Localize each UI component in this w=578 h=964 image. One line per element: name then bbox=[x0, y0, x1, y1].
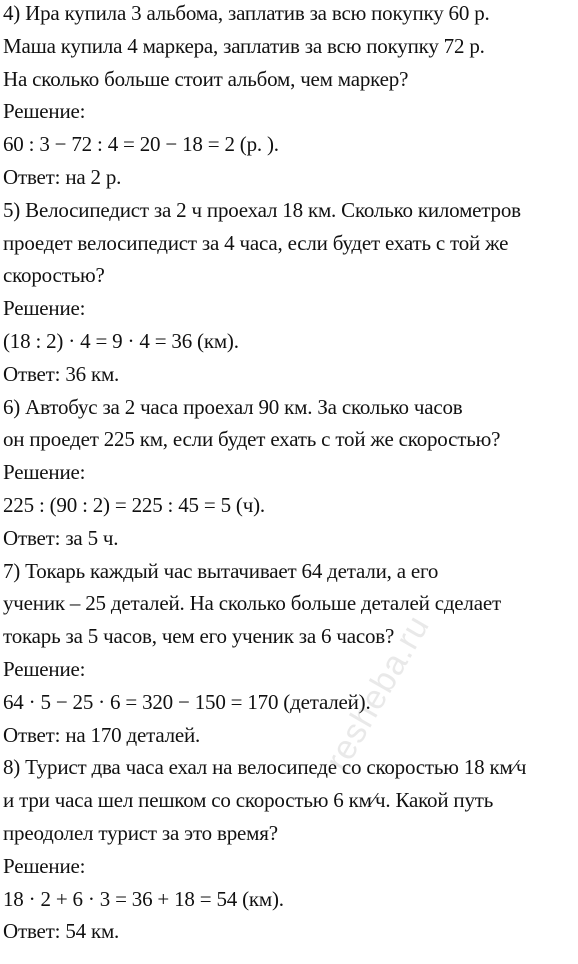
problem-8-solution-label: Решение: bbox=[3, 854, 86, 878]
problem-6-answer: Ответ: за 5 ч. bbox=[3, 526, 119, 550]
problem-5-line-2: проедет велосипедист за 4 часа, если будет ехать с той же bbox=[3, 231, 509, 255]
problem-5-line-1: 5) Велосипедист за 2 ч проехал 18 км. Сколько километров bbox=[3, 198, 521, 222]
problem-7-solution-label: Решение: bbox=[3, 657, 86, 681]
problem-7-solution: 64 · 5 − 25 · 6 = 320 − 150 = 170 (деталей). bbox=[3, 690, 371, 714]
problem-4-line-3: На сколько больше стоит альбом, чем маркер? bbox=[3, 67, 409, 91]
problem-6-solution-label: Решение: bbox=[3, 460, 86, 484]
problem-4-solution: 60 : 3 − 72 : 4 = 20 − 18 = 2 (р. ). bbox=[3, 132, 279, 156]
problem-5-solution: (18 : 2) · 4 = 9 · 4 = 36 (км). bbox=[3, 329, 239, 353]
problem-5-line-3: скоростью? bbox=[3, 263, 105, 287]
problem-8-line-3: преодолел турист за это время? bbox=[3, 821, 278, 845]
problem-4-answer: Ответ: на 2 р. bbox=[3, 165, 122, 189]
problem-7-line-1: 7) Токарь каждый час вытачивает 64 детали, а его bbox=[3, 559, 439, 583]
watermark: resheba.ru bbox=[318, 608, 438, 777]
problem-6-line-2: он проедет 225 км, если будет ехать с той же скоростью? bbox=[3, 427, 501, 451]
problem-7-line-2: ученик – 25 деталей. На сколько больше деталей сделает bbox=[3, 591, 501, 615]
problem-4-line-2: Маша купила 4 маркера, заплатив за всю покупку 72 р. bbox=[3, 34, 485, 58]
problem-4-line-1: 4) Ира купила 3 альбома, заплатив за всю покупку 60 р. bbox=[3, 1, 490, 25]
problem-6-solution: 225 : (90 : 2) = 225 : 45 = 5 (ч). bbox=[3, 493, 265, 517]
problem-8-solution: 18 · 2 + 6 · 3 = 36 + 18 = 54 (км). bbox=[3, 887, 284, 911]
problem-8-line-2: и три часа шел пешком со скоростью 6 км⁄ч. Какой путь bbox=[3, 788, 494, 812]
problem-8-answer: Ответ: 54 км. bbox=[3, 919, 120, 943]
problem-7-answer: Ответ: на 170 деталей. bbox=[3, 723, 201, 747]
problem-5-solution-label: Решение: bbox=[3, 296, 86, 320]
problem-5-answer: Ответ: 36 км. bbox=[3, 362, 120, 386]
problem-6-line-1: 6) Автобус за 2 часа проехал 90 км. За сколько часов bbox=[3, 395, 463, 419]
problem-8-line-1: 8) Турист два часа ехал на велосипеде со скоростью 18 км⁄ч bbox=[3, 755, 527, 779]
problem-7-line-3: токарь за 5 часов, чем его ученик за 6 часов? bbox=[3, 624, 395, 648]
problem-4-solution-label: Решение: bbox=[3, 99, 86, 123]
